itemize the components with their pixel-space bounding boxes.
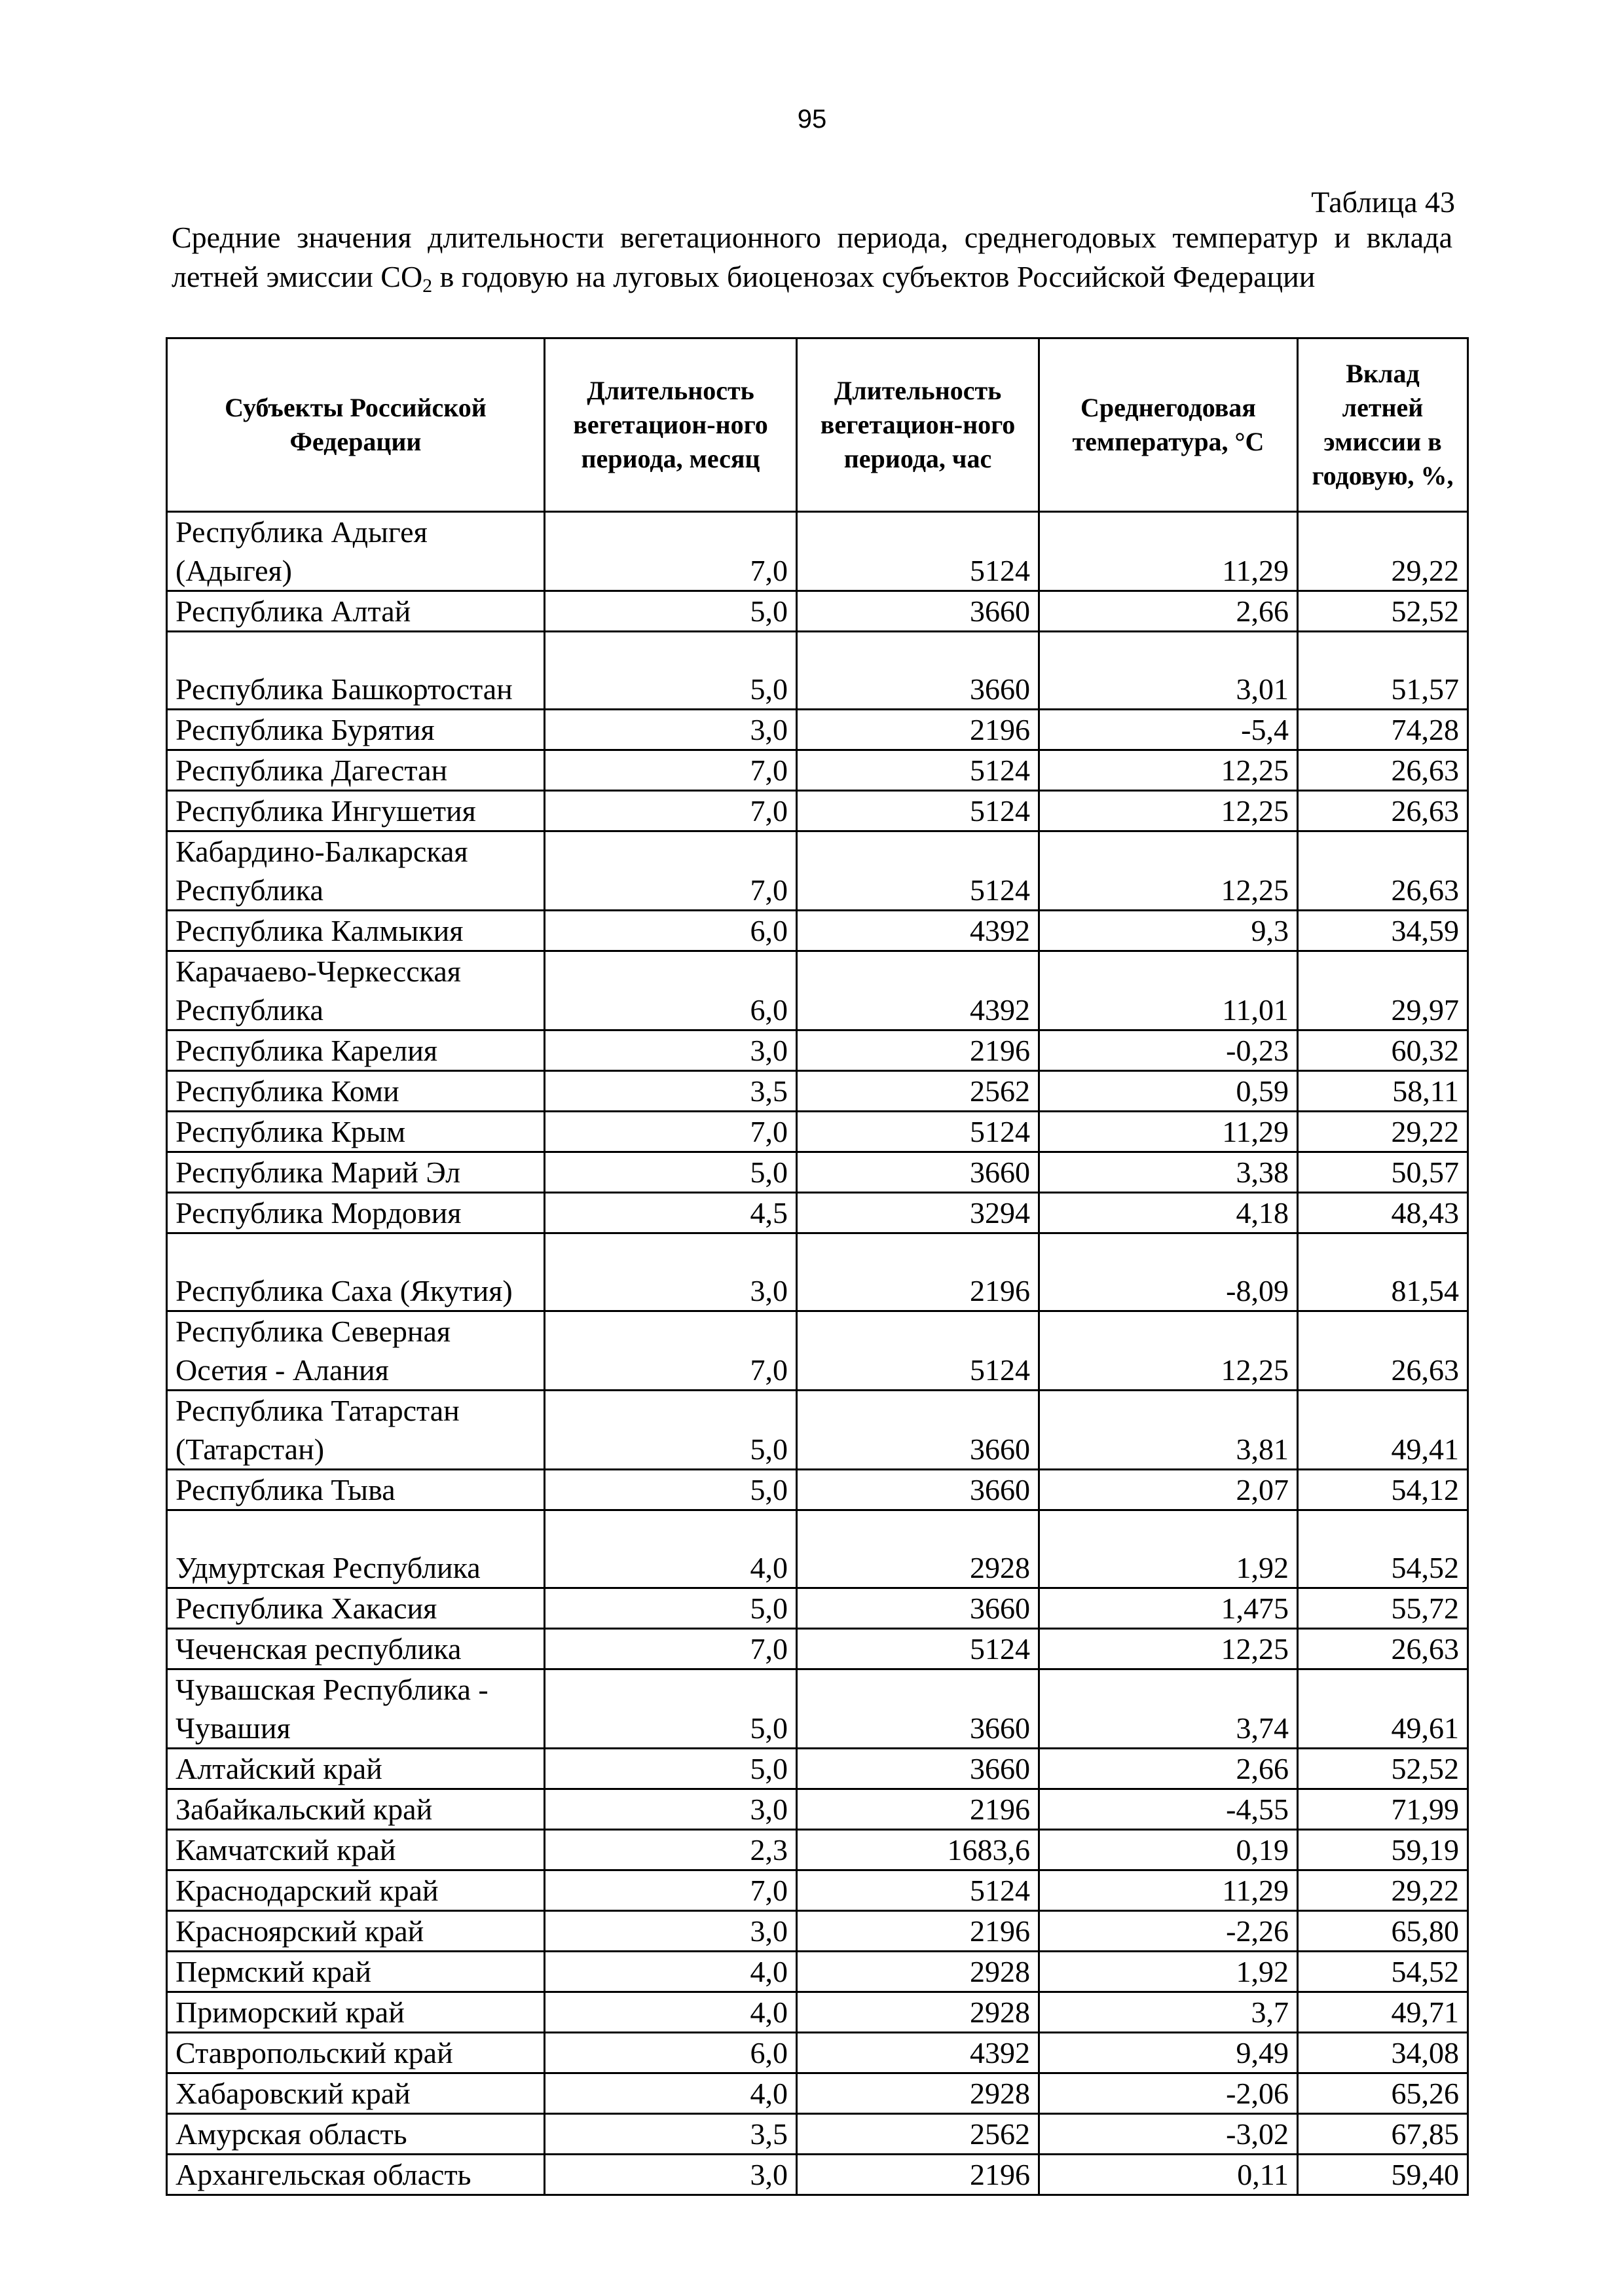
row-mean-temperature: 12,25 (1039, 1311, 1298, 1391)
row-emission-share: 50,57 (1298, 1152, 1468, 1193)
row-duration-hours: 2196 (797, 1911, 1039, 1952)
row-duration-hours: 2928 (797, 1992, 1039, 2033)
row-duration-hours: 3660 (797, 1470, 1039, 1510)
row-duration-months: 5,0 (545, 1470, 797, 1510)
table-row (167, 951, 1468, 1030)
row-duration-months: 5,0 (545, 591, 797, 632)
row-duration-months: 7,0 (545, 1870, 797, 1911)
row-emission-share: 49,71 (1298, 1992, 1468, 2033)
row-duration-hours: 5124 (797, 1112, 1039, 1152)
row-duration-months: 5,0 (545, 1152, 797, 1193)
row-emission-share: 48,43 (1298, 1193, 1468, 1233)
row-duration-months: 5,0 (545, 1669, 797, 1749)
table-row (167, 911, 1468, 951)
row-subject: Республика Коми (167, 1071, 545, 1112)
row-mean-temperature: 11,01 (1039, 951, 1298, 1030)
row-emission-share: 71,99 (1298, 1789, 1468, 1830)
row-mean-temperature: -2,06 (1039, 2073, 1298, 2114)
row-subject: Алтайский край (167, 1749, 545, 1789)
row-subject: Чувашская Республика - Чувашия (167, 1669, 545, 1749)
row-emission-share: 26,63 (1298, 831, 1468, 911)
row-mean-temperature: 0,11 (1039, 2155, 1298, 2195)
row-duration-hours: 3660 (797, 1152, 1039, 1193)
row-duration-hours: 2562 (797, 1071, 1039, 1112)
row-subject: Краснодарский край (167, 1870, 545, 1911)
row-mean-temperature: 3,01 (1039, 632, 1298, 710)
row-emission-share: 29,22 (1298, 1112, 1468, 1152)
table-row (167, 1030, 1468, 1071)
row-duration-months: 7,0 (545, 831, 797, 911)
row-duration-months: 3,0 (545, 1030, 797, 1071)
row-subject: Удмуртская Республика (167, 1510, 545, 1588)
table-row (167, 831, 1468, 911)
row-subject: Республика Саха (Якутия) (167, 1233, 545, 1311)
table-row (167, 1071, 1468, 1112)
row-duration-months: 7,0 (545, 791, 797, 831)
row-emission-share: 29,22 (1298, 512, 1468, 591)
row-mean-temperature: 2,66 (1039, 591, 1298, 632)
table-row (167, 1470, 1468, 1510)
row-emission-share: 65,80 (1298, 1911, 1468, 1952)
header-mean-temperature: Среднегодовая температура, °С (1039, 338, 1298, 512)
row-duration-hours: 2928 (797, 1952, 1039, 1992)
row-subject: Карачаево-Черкесская Республика (167, 951, 545, 1030)
row-mean-temperature: -8,09 (1039, 1233, 1298, 1311)
table-row (167, 1510, 1468, 1588)
header-duration-hours: Длительность вегетацион-ного периода, час (797, 338, 1039, 512)
row-subject: Кабардино-Балкарская Республика (167, 831, 545, 911)
row-mean-temperature: 12,25 (1039, 791, 1298, 831)
row-duration-months: 3,0 (545, 2155, 797, 2195)
row-emission-share: 54,12 (1298, 1470, 1468, 1510)
row-subject: Республика Марий Эл (167, 1152, 545, 1193)
row-mean-temperature: 0,59 (1039, 1071, 1298, 1112)
row-subject: Республика Карелия (167, 1030, 545, 1071)
row-duration-hours: 2562 (797, 2114, 1039, 2155)
table-row (167, 1870, 1468, 1911)
row-emission-share: 52,52 (1298, 591, 1468, 632)
row-subject: Красноярский край (167, 1911, 545, 1952)
row-duration-hours: 1683,6 (797, 1830, 1039, 1870)
row-duration-months: 6,0 (545, 2033, 797, 2073)
row-mean-temperature: 2,66 (1039, 1749, 1298, 1789)
row-emission-share: 58,11 (1298, 1071, 1468, 1112)
table-label: Таблица 43 (1311, 185, 1455, 219)
row-mean-temperature: 0,19 (1039, 1830, 1298, 1870)
table-row (167, 1629, 1468, 1669)
row-mean-temperature: 1,475 (1039, 1588, 1298, 1629)
row-emission-share: 26,63 (1298, 1629, 1468, 1669)
page-number: 95 (797, 105, 827, 134)
row-emission-share: 26,63 (1298, 750, 1468, 791)
row-mean-temperature: 11,29 (1039, 1870, 1298, 1911)
row-duration-months: 4,0 (545, 1952, 797, 1992)
row-subject: Республика Башкортостан (167, 632, 545, 710)
row-emission-share: 54,52 (1298, 1952, 1468, 1992)
row-duration-hours: 2196 (797, 1233, 1039, 1311)
row-duration-months: 5,0 (545, 632, 797, 710)
row-subject: Республика Дагестан (167, 750, 545, 791)
header-summer-emission-share: Вклад летней эмиссии в годовую, %, (1298, 338, 1468, 512)
table-row (167, 2114, 1468, 2155)
row-mean-temperature: 3,7 (1039, 1992, 1298, 2033)
row-duration-months: 4,0 (545, 1510, 797, 1588)
header-subject: Субъекты Российской Федерации (167, 338, 545, 512)
row-duration-hours: 4392 (797, 911, 1039, 951)
row-mean-temperature: 1,92 (1039, 1510, 1298, 1588)
header-row (167, 338, 1468, 512)
row-duration-hours: 3294 (797, 1193, 1039, 1233)
row-duration-months: 3,0 (545, 710, 797, 750)
row-subject: Республика Бурятия (167, 710, 545, 750)
row-emission-share: 34,08 (1298, 2033, 1468, 2073)
row-mean-temperature: 3,81 (1039, 1391, 1298, 1470)
row-duration-months: 3,5 (545, 1071, 797, 1112)
row-mean-temperature: 9,49 (1039, 2033, 1298, 2073)
row-subject: Республика Ингушетия (167, 791, 545, 831)
row-subject: Архангельская область (167, 2155, 545, 2195)
row-duration-months: 3,0 (545, 1911, 797, 1952)
row-subject: Амурская область (167, 2114, 545, 2155)
table-row (167, 1152, 1468, 1193)
table-row (167, 750, 1468, 791)
table-row (167, 1789, 1468, 1830)
row-emission-share: 60,32 (1298, 1030, 1468, 1071)
row-subject: Республика Алтай (167, 591, 545, 632)
row-mean-temperature: 3,74 (1039, 1669, 1298, 1749)
row-duration-hours: 5124 (797, 1870, 1039, 1911)
row-duration-months: 2,3 (545, 1830, 797, 1870)
row-subject: Республика Мордовия (167, 1193, 545, 1233)
row-emission-share: 26,63 (1298, 1311, 1468, 1391)
row-mean-temperature: 12,25 (1039, 750, 1298, 791)
row-mean-temperature: 12,25 (1039, 831, 1298, 911)
row-emission-share: 49,61 (1298, 1669, 1468, 1749)
caption-text-2: в годовую на луговых биоценозах субъектов Российской Федерации (432, 260, 1316, 293)
row-duration-months: 7,0 (545, 512, 797, 591)
row-duration-hours: 5124 (797, 750, 1039, 791)
row-mean-temperature: -0,23 (1039, 1030, 1298, 1071)
table-row (167, 1911, 1468, 1952)
row-duration-months: 6,0 (545, 951, 797, 1030)
header-duration-months: Длительность вегетацион-ного периода, месяц (545, 338, 797, 512)
row-mean-temperature: 1,92 (1039, 1952, 1298, 1992)
table-row (167, 632, 1468, 710)
table-row (167, 1588, 1468, 1629)
table-row (167, 1952, 1468, 1992)
row-duration-hours: 2196 (797, 2155, 1039, 2195)
row-emission-share: 59,40 (1298, 2155, 1468, 2195)
row-subject: Республика Северная Осетия - Алания (167, 1311, 545, 1391)
row-subject: Хабаровский край (167, 2073, 545, 2114)
row-subject: Республика Адыгея (Адыгея) (167, 512, 545, 591)
row-duration-months: 3,5 (545, 2114, 797, 2155)
row-emission-share: 81,54 (1298, 1233, 1468, 1311)
table-row (167, 1193, 1468, 1233)
table-row (167, 1749, 1468, 1789)
caption-subscript: 2 (422, 275, 433, 297)
row-duration-months: 5,0 (545, 1749, 797, 1789)
row-emission-share: 59,19 (1298, 1830, 1468, 1870)
row-subject: Ставропольский край (167, 2033, 545, 2073)
row-subject: Чеченская республика (167, 1629, 545, 1669)
row-mean-temperature: 11,29 (1039, 1112, 1298, 1152)
row-duration-hours: 5124 (797, 831, 1039, 911)
caption-text-1: Средние значения длительности вегетационного периода, среднегодовых температур и вклада летней эмиссии СО (172, 221, 1452, 293)
table-row (167, 1233, 1468, 1311)
data-table (166, 337, 1469, 2196)
row-mean-temperature: 2,07 (1039, 1470, 1298, 1510)
row-subject: Камчатский край (167, 1830, 545, 1870)
table-row (167, 1992, 1468, 2033)
row-mean-temperature: -2,26 (1039, 1911, 1298, 1952)
row-duration-months: 7,0 (545, 1112, 797, 1152)
table-row (167, 1830, 1468, 1870)
row-emission-share: 29,22 (1298, 1870, 1468, 1911)
row-duration-hours: 5124 (797, 512, 1039, 591)
row-duration-hours: 3660 (797, 591, 1039, 632)
row-emission-share: 55,72 (1298, 1588, 1468, 1629)
row-mean-temperature: 4,18 (1039, 1193, 1298, 1233)
row-duration-hours: 5124 (797, 791, 1039, 831)
row-duration-hours: 5124 (797, 1311, 1039, 1391)
table-row (167, 2033, 1468, 2073)
row-emission-share: 54,52 (1298, 1510, 1468, 1588)
row-subject: Республика Крым (167, 1112, 545, 1152)
row-duration-months: 5,0 (545, 1391, 797, 1470)
table-row (167, 710, 1468, 750)
row-duration-hours: 5124 (797, 1629, 1039, 1669)
row-emission-share: 51,57 (1298, 632, 1468, 710)
row-emission-share: 67,85 (1298, 2114, 1468, 2155)
table-row (167, 2155, 1468, 2195)
row-emission-share: 34,59 (1298, 911, 1468, 951)
table-row (167, 1112, 1468, 1152)
row-duration-hours: 2928 (797, 2073, 1039, 2114)
table-body (167, 512, 1468, 2195)
row-duration-months: 3,0 (545, 1233, 797, 1311)
row-duration-months: 4,0 (545, 2073, 797, 2114)
row-duration-months: 4,0 (545, 1992, 797, 2033)
table-row (167, 512, 1468, 591)
row-emission-share: 49,41 (1298, 1391, 1468, 1470)
row-duration-hours: 3660 (797, 1669, 1039, 1749)
row-duration-hours: 2196 (797, 1789, 1039, 1830)
row-duration-hours: 2196 (797, 710, 1039, 750)
row-subject: Республика Калмыкия (167, 911, 545, 951)
table-row (167, 791, 1468, 831)
row-duration-hours: 4392 (797, 2033, 1039, 2073)
table-caption (172, 218, 1452, 297)
row-emission-share: 29,97 (1298, 951, 1468, 1030)
row-subject: Республика Хакасия (167, 1588, 545, 1629)
table-row (167, 1311, 1468, 1391)
row-duration-months: 4,5 (545, 1193, 797, 1233)
row-duration-months: 5,0 (545, 1588, 797, 1629)
row-duration-hours: 3660 (797, 1588, 1039, 1629)
row-duration-months: 7,0 (545, 750, 797, 791)
row-duration-hours: 2196 (797, 1030, 1039, 1071)
row-subject: Пермский край (167, 1952, 545, 1992)
row-emission-share: 65,26 (1298, 2073, 1468, 2114)
row-mean-temperature: 3,38 (1039, 1152, 1298, 1193)
row-duration-hours: 4392 (797, 951, 1039, 1030)
row-emission-share: 52,52 (1298, 1749, 1468, 1789)
table-row (167, 1669, 1468, 1749)
row-duration-months: 3,0 (545, 1789, 797, 1830)
row-duration-hours: 3660 (797, 1391, 1039, 1470)
row-mean-temperature: -3,02 (1039, 2114, 1298, 2155)
table-row (167, 591, 1468, 632)
row-mean-temperature: 11,29 (1039, 512, 1298, 591)
row-emission-share: 26,63 (1298, 791, 1468, 831)
table-row (167, 2073, 1468, 2114)
row-mean-temperature: -4,55 (1039, 1789, 1298, 1830)
row-duration-months: 7,0 (545, 1311, 797, 1391)
row-duration-hours: 3660 (797, 1749, 1039, 1789)
row-subject: Республика Тыва (167, 1470, 545, 1510)
row-mean-temperature: 12,25 (1039, 1629, 1298, 1669)
row-duration-hours: 2928 (797, 1510, 1039, 1588)
table-row (167, 1391, 1468, 1470)
row-mean-temperature: -5,4 (1039, 710, 1298, 750)
row-subject: Забайкальский край (167, 1789, 545, 1830)
row-duration-months: 6,0 (545, 911, 797, 951)
row-subject: Республика Татарстан (Татарстан) (167, 1391, 545, 1470)
row-duration-months: 7,0 (545, 1629, 797, 1669)
row-mean-temperature: 9,3 (1039, 911, 1298, 951)
row-emission-share: 74,28 (1298, 710, 1468, 750)
row-duration-hours: 3660 (797, 632, 1039, 710)
row-subject: Приморский край (167, 1992, 545, 2033)
